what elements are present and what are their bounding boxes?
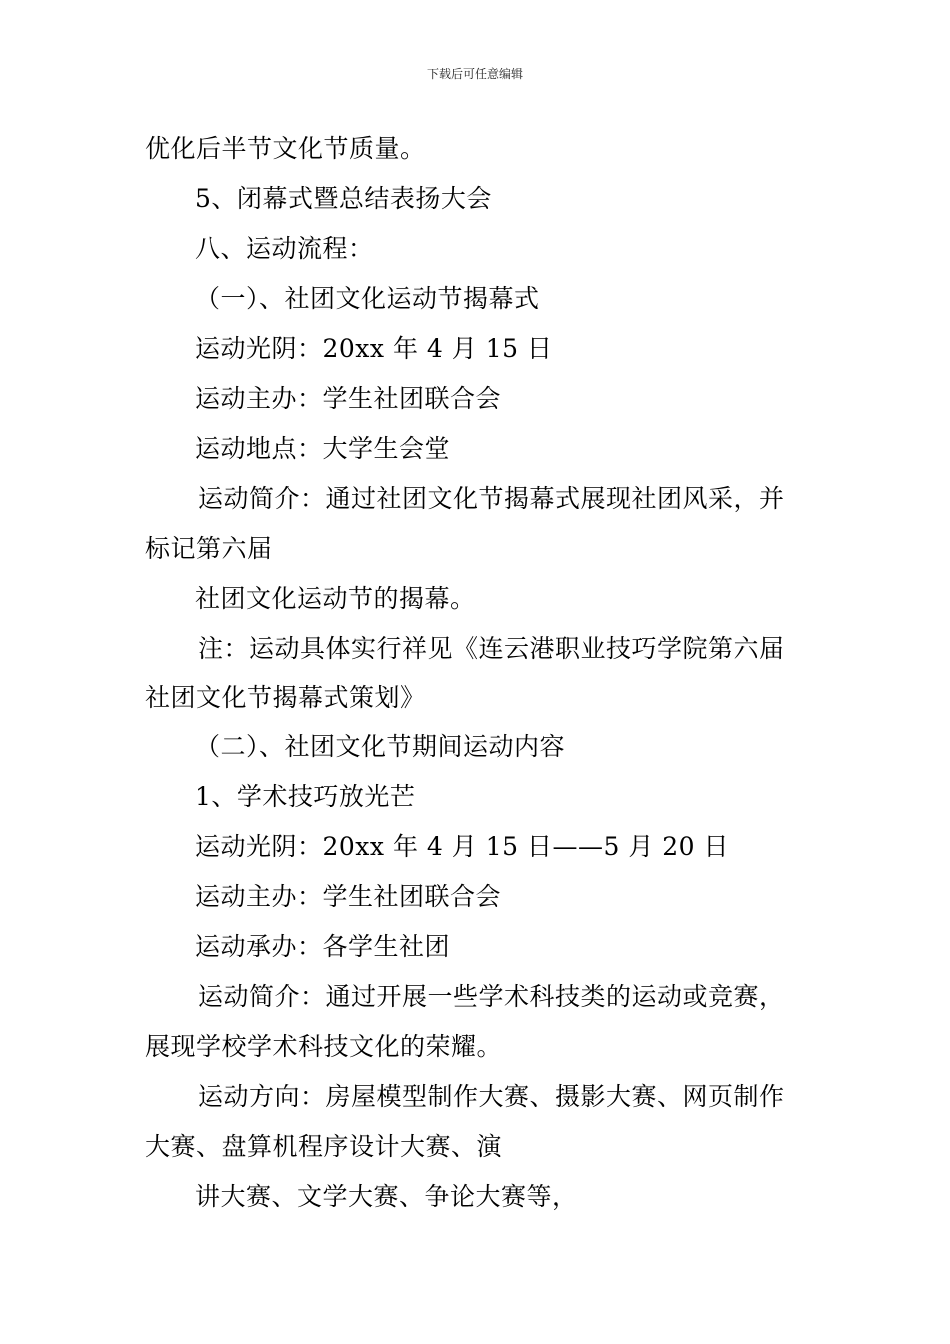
text-line: 讲大赛、文学大赛、争论大赛等， <box>195 1182 578 1211</box>
text-line: 运动光阴：20xx 年 4 月 15 日 <box>195 334 553 363</box>
text-line: 运动简介：通过开展一些学术科技类的运动或竞赛， <box>198 982 785 1011</box>
item-heading: 1、学术技巧放光芒 <box>195 782 416 811</box>
subsection-heading: （一）、社团文化运动节揭幕式 <box>195 284 540 313</box>
page-header-note: 下载后可任意编辑 <box>426 67 523 81</box>
note-line: 注：运动具体实行祥见《连云港职业技巧学院第六届 <box>198 634 785 663</box>
text-line: 标记第六届 <box>145 534 273 563</box>
text-line: 运动简介：通过社团文化节揭幕式展现社团风采，并 <box>198 484 785 513</box>
text-line: 运动主办：学生社团联合会 <box>195 882 502 911</box>
text-line: 运动地点：大学生会堂 <box>195 434 451 463</box>
text-line: 运动承办：各学生社团 <box>195 932 451 961</box>
text-line: 优化后半节文化节质量。 <box>145 134 426 163</box>
text-line: 运动主办：学生社团联合会 <box>195 384 502 413</box>
note-line: 社团文化节揭幕式策划》 <box>145 683 426 712</box>
text-line: 社团文化运动节的揭幕。 <box>195 584 476 613</box>
text-line: 5、闭幕式暨总结表扬大会 <box>195 184 492 213</box>
text-line: 大赛、盘算机程序设计大赛、演 <box>145 1132 503 1161</box>
subsection-heading: （二）、社团文化节期间运动内容 <box>195 732 566 761</box>
text-line: 运动光阴：20xx 年 4 月 15 日——5 月 20 日 <box>195 832 730 861</box>
text-line: 展现学校学术科技文化的荣耀。 <box>145 1032 503 1061</box>
section-heading: 八、运动流程： <box>195 234 374 263</box>
text-line: 运动方向：房屋模型制作大赛、摄影大赛、网页制作 <box>198 1082 785 1111</box>
